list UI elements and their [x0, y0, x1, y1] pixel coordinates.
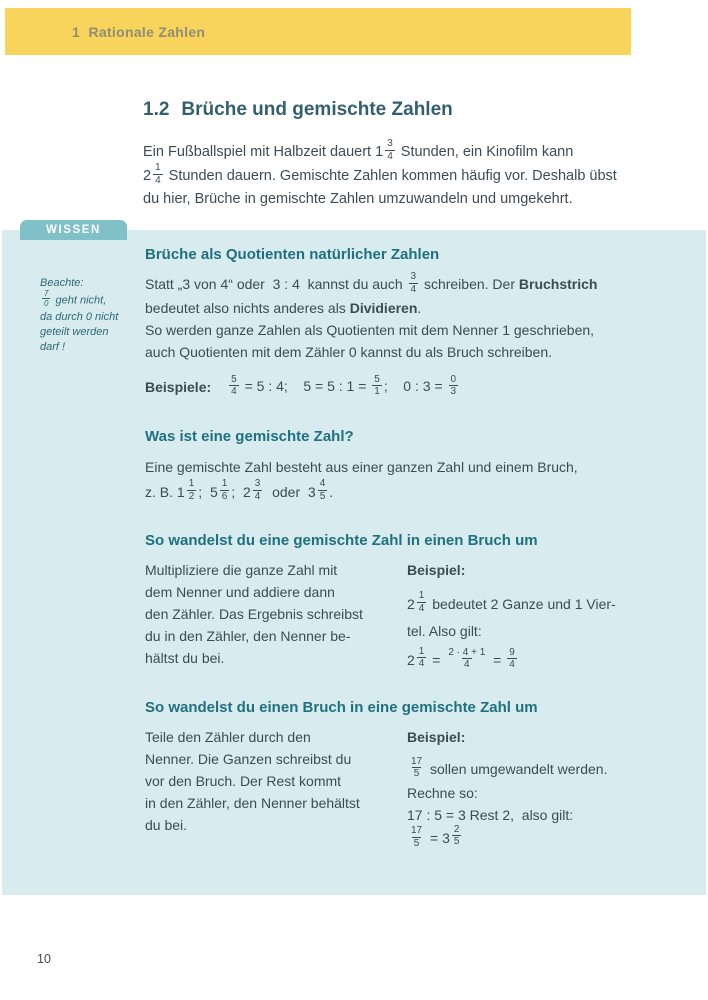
example-equation: 2 $\frac{1}{4}$ = $\frac{2 \cdot 4 + 1}{4}$ = $\frac{9}{4}$: [407, 645, 642, 675]
page-number: 10: [37, 952, 51, 966]
margin-note-text: Beachte: $\frac{7}{0}$ geht nicht, da durch 0 nicht geteilt werden darf !: [40, 277, 119, 354]
example-label: Beispiel:: [407, 728, 466, 745]
mixed-number: 1 $\frac{3}{4}$: [375, 138, 393, 162]
wissen-badge: WISSEN: [20, 220, 127, 240]
mixed-number: 3 $\frac{2}{5}$: [442, 823, 460, 848]
fraction: $\frac{2}{5}$: [453, 823, 460, 848]
fraction: $\frac{17}{5}$: [411, 825, 423, 849]
to-mixed-columns: [145, 726, 642, 852]
examples-formulas: $\frac{5}{4}$ = 5 : 4; 5 = 5 : 1 = $\frac{5}{1}$ ; 0 : 3 = $\frac{0}{3}$: [231, 373, 457, 398]
fraction: $\frac{17}{5}$: [411, 755, 423, 780]
fraction: $\frac{3}{4}$: [410, 271, 417, 295]
heading-quotients: Brüche als Quotienten natürlicher Zahlen: [145, 246, 440, 263]
section-number: 1.2: [143, 99, 170, 120]
chapter-header-bar: [5, 8, 631, 55]
example-intro: 2 $\frac{1}{4}$ bedeutet 2 Ganze und 1 Vier- tel. Also gilt:: [407, 590, 616, 639]
wissen-box-content: [2, 230, 706, 895]
paragraph-quotients: Statt „3 von 4“ oder 3 : 4 kannst du auch $\frac{3}{4}$ schreiben. Der Bruchstrich bedeutet also nichts anderes als Dividieren. So werden ganze Zahlen als Quotienten mit dem Nenner 1 geschrieben, auch Quotienten mit dem Zähler 0 kannst du als Bruch schreiben.: [145, 271, 598, 361]
fraction: $\frac{5}{1}$: [374, 373, 380, 398]
fraction: $\frac{1}{6}$: [221, 478, 228, 502]
fraction: $\frac{2 \cdot 4 + 1}{4}$: [448, 646, 486, 671]
heading-to-fraction: So wandelst du eine gemischte Zahl in einen Bruch um: [145, 531, 538, 549]
mixed-number: 5 $\frac{1}{6}$: [209, 478, 228, 502]
mixed-number: 2 $\frac{1}{4}$: [143, 162, 161, 186]
fraction: $\frac{3}{4}$: [387, 138, 393, 162]
fraction: $\frac{4}{5}$: [319, 478, 326, 502]
example-line-3: 17 : 5 = 3 Rest 2, also gilt:: [407, 806, 574, 823]
to-fraction-columns: [145, 559, 642, 675]
mixed-number: 2 $\frac{3}{4}$: [242, 478, 261, 502]
heading-mixed-definition: Was ist eine gemischte Zahl?: [145, 427, 354, 445]
fraction: $\frac{9}{4}$: [509, 646, 515, 671]
fraction: $\frac{3}{4}$: [254, 478, 261, 502]
fraction: $\frac{1}{4}$: [155, 162, 161, 186]
example-line-4: $\frac{17}{5}$ = 3 $\frac{2}{5}$: [407, 826, 642, 851]
intro-paragraph: Ein Fußballspiel mit Halbzeit dauert 1 $\frac{3}{4}$ Stunden, ein Kinofilm kann 2 $\frac{1}{4}$ Stunden dauern. Gemischte Zahlen kommen häufig vor. Deshalb übst du hier, Brüche in gemischte Zahlen umzuwandeln und umgekehrt.: [143, 138, 617, 207]
example-line-1: $\frac{17}{5}$ sollen umgewandelt werden.: [411, 755, 608, 780]
to-fraction-instruction: Multipliziere die ganze Zahl mit dem Nenner und addiere dann den Zähler. Das Ergebnis schreibst du in den Zähler, den Nenner be- hältst du bei.: [145, 561, 363, 666]
fraction: $\frac{1}{4}$: [418, 590, 425, 614]
example-label: Beispiel:: [407, 561, 466, 578]
section-title-text: Brüche und gemischte Zahlen: [181, 99, 453, 120]
main-column: [143, 230, 706, 895]
mixed-number: 2 $\frac{1}{4}$: [407, 645, 425, 670]
fraction: $\frac{1}{4}$: [418, 645, 425, 670]
fraction: $\frac{7}{0}$: [44, 289, 49, 309]
fraction: $\frac{5}{4}$: [231, 373, 237, 398]
fraction: $\frac{0}{3}$: [450, 373, 457, 398]
section-title: [143, 99, 453, 121]
mixed-number: 1 $\frac{1}{2}$: [176, 478, 195, 502]
fraction: $\frac{1}{2}$: [188, 478, 195, 502]
example-line-2: Rechne so:: [407, 784, 478, 801]
paragraph-mixed-definition: Eine gemischte Zahl besteht aus einer ganzen Zahl und einem Bruch, z. B. 1 $\frac{1}{2}$ ; 5 $\frac{1}{6}$ ; 2 $\frac{3}{4}$ oder 3 $\frac{4}{5}$ .: [145, 455, 642, 505]
examples-row: [145, 375, 642, 399]
to-mixed-example: [403, 726, 642, 852]
wissen-box: [2, 224, 706, 895]
heading-to-mixed: So wandelst du einen Bruch in eine gemischte Zahl um: [145, 698, 538, 716]
to-mixed-instruction: Teile den Zähler durch den Nenner. Die Ganzen schreibst du vor den Bruch. Der Rest kommt in den Zähler, den Nenner behältst du bei.: [145, 728, 360, 833]
margin-note: [2, 230, 143, 895]
mixed-number: 2 $\frac{1}{4}$: [407, 590, 425, 614]
to-fraction-example: [403, 559, 642, 675]
mixed-number: 3 $\frac{4}{5}$: [307, 478, 326, 502]
examples-label: Beispiele:: [145, 379, 212, 396]
chapter-header-label: 1 Rationale Zahlen: [72, 23, 206, 40]
